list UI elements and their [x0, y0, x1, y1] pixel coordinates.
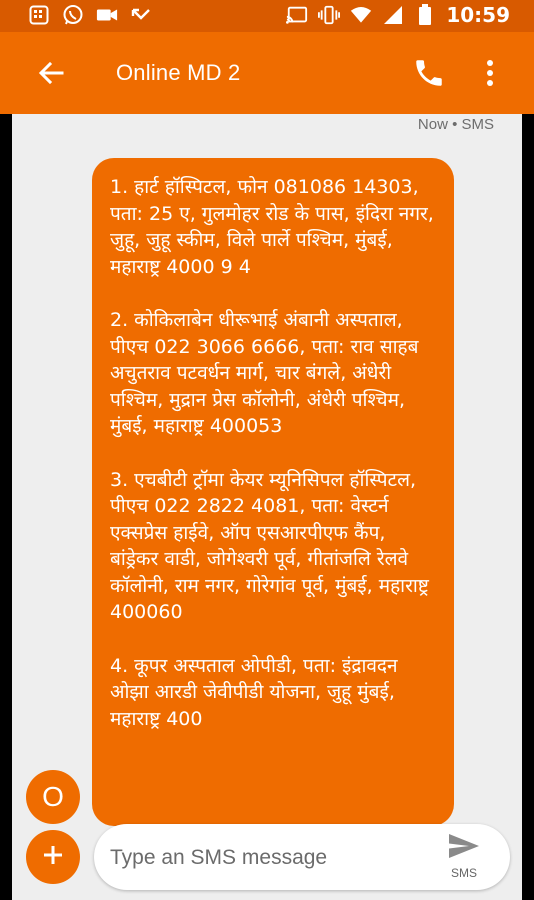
- send-button[interactable]: [442, 832, 486, 884]
- arrow-back-icon[interactable]: [34, 56, 68, 90]
- notification-app-icon: [28, 4, 50, 26]
- status-right-icons: [286, 3, 510, 27]
- page-title: Online MD 2: [116, 60, 241, 85]
- app-bar: [0, 32, 534, 114]
- message-composer: [94, 824, 510, 890]
- status-time: 10:59: [446, 3, 510, 27]
- wifi-icon: [350, 4, 372, 26]
- vibrate-icon: [318, 4, 340, 26]
- whatsapp-icon: [62, 4, 84, 26]
- status-left-icons: [28, 4, 152, 26]
- send-label: SMS: [450, 866, 477, 880]
- phone-icon[interactable]: [412, 56, 446, 90]
- more-vert-icon[interactable]: [476, 56, 504, 90]
- conversation-area[interactable]: [12, 114, 522, 900]
- video-icon: [96, 4, 118, 26]
- send-icon: [447, 832, 481, 864]
- message-paragraph: 2. कोकिलाबेन धीरूभाई अंबानी अस्पताल, पीएच 022 3066 6666, पता: राव साहब अचुतराव पटवर्धन मार्ग, चार बंगले, अंधेरी पश्चिम, मुद्रान प्रेस कॉलोनी, अंधेरी पश्चिम, मुंबई, महाराष्ट्र 400053: [110, 309, 419, 437]
- add-attachment-button[interactable]: [26, 830, 80, 884]
- message-paragraph: 4. कूपर अस्पताल ओपीडी, पता: इंद्रावदन ओझा आरडी जेवीपीडी योजना, जुहू मुंबई, महाराष्ट्र 400: [110, 654, 398, 730]
- message-meta: Now • SMS: [417, 116, 494, 133]
- plus-icon: [41, 843, 65, 871]
- sms-input[interactable]: [108, 840, 432, 876]
- status-bar: [0, 0, 534, 32]
- missed-call-icon: [130, 4, 152, 26]
- signal-icon: [382, 4, 404, 26]
- sender-avatar[interactable]: O: [26, 770, 80, 824]
- message-bubble[interactable]: [92, 158, 454, 826]
- cast-icon: [286, 4, 308, 26]
- message-paragraph: 1. हार्ट हॉस्पिटल, फोन 081086 14303, पता: 25 ए, गुलमोहर रोड के पास, इंदिरा नगर, जुहू, जुहू स्कीम, विले पार्ले पश्चिम, मुंबई, महाराष्ट्र 4000 9 4: [110, 176, 434, 278]
- battery-icon: [414, 4, 436, 26]
- message-paragraph: 3. एचबीटी ट्रॉमा केयर म्यूनिसिपल हॉस्पिटल, पीएच 022 2822 4081, पता: वेस्टर्न एक्सप्रेस हाईवे, ऑप एसआरपीएफ कैंप, बांड्रेकर वाडी, जोगेश्वरी पूर्व, गीतांजलि रेलवे कॉलोनी, राम नगर, गोरेगांव पूर्व, मुंबई, महाराष्ट्र 400060: [110, 468, 429, 623]
